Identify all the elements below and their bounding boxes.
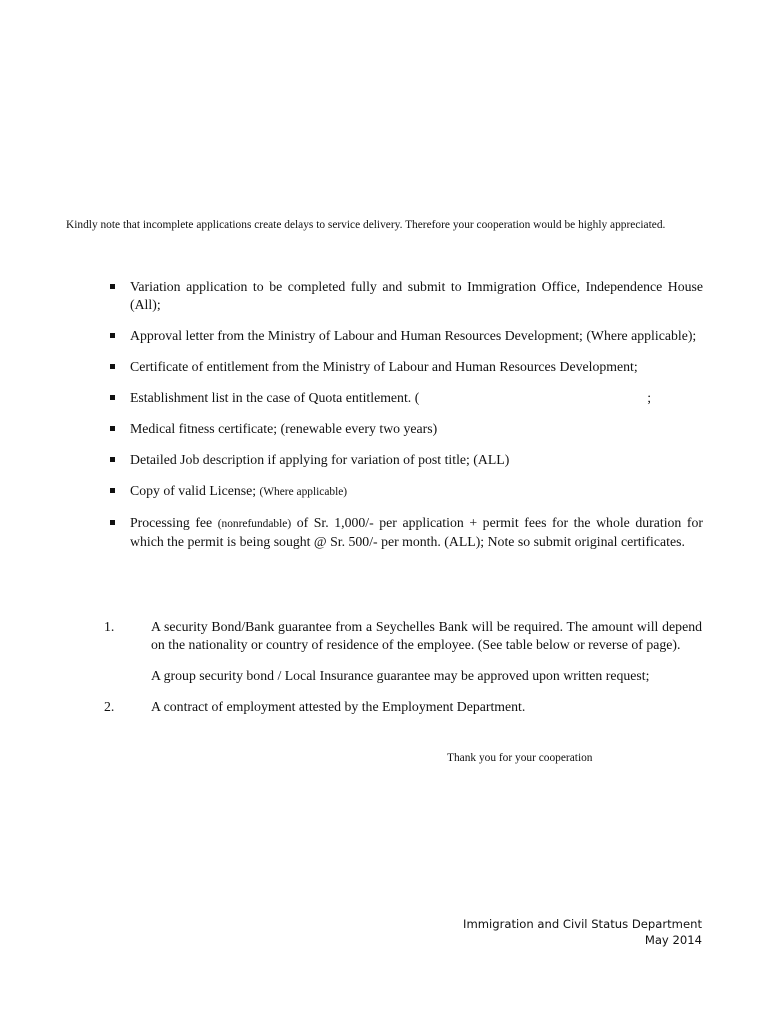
requirement-note: (Where applicable) [259,486,348,498]
requirement-text-end: ; [647,390,652,405]
intro-note: Kindly note that incomplete applications create delays to service delivery. Therefore your cooperation would be highly appreciated. [66,219,666,231]
numbered-list [0,618,768,729]
square-bullet-icon [110,395,115,400]
requirement-item [0,278,703,314]
requirement-item [0,389,703,407]
requirement-item [0,451,703,469]
requirement-item [0,420,703,438]
requirement-item [0,358,703,376]
square-bullet-icon [110,488,115,493]
item-number: 2. [104,699,115,714]
square-bullet-icon [110,457,115,462]
square-bullet-icon [110,520,115,525]
item-paragraph: A group security bond / Local Insurance guarantee may be approved upon written request; [151,668,650,683]
numbered-item [0,618,702,685]
item-paragraph: A contract of employment attested by the Employment Department. [151,699,526,714]
thank-you-note: Thank you for your cooperation [447,752,593,764]
requirement-text-cont: of Sr. 1,000/- per application + permit fees for the whole duration for which the permit is being sought @ Sr. 500/- per month. (ALL); Note so submit original certificates. [130,515,703,549]
requirement-text: Detailed Job description if applying for variation of post title; (ALL) [130,452,510,467]
square-bullet-icon [110,426,115,431]
requirement-item [0,327,703,345]
item-paragraph: A security Bond/Bank guarantee from a Seychelles Bank will be required. The amount will depend on the nationality or country of residence of the employee. (See table below or reverse of page). [151,619,702,652]
requirement-item [0,482,703,501]
requirement-text: Certificate of entitlement from the Ministry of Labour and Human Resources Development; [130,359,638,374]
document-date: May 2014 [644,933,702,947]
requirement-text: Medical fitness certificate; (renewable every two years) [130,421,438,436]
requirement-text: Variation application to be completed fully and submit to Immigration Office, Independence House (All); [130,279,703,312]
requirement-text: Processing fee [130,515,213,530]
requirement-text: Establishment list in the case of Quota entitlement. ( [130,390,420,405]
requirement-item [0,514,703,551]
numbered-item [0,698,702,716]
department-name: Immigration and Civil Status Department [463,917,702,931]
square-bullet-icon [110,284,115,289]
requirement-text: Copy of valid License; [130,483,257,498]
square-bullet-icon [110,364,115,369]
requirements-list [0,278,768,564]
square-bullet-icon [110,333,115,338]
footer [463,916,702,948]
requirement-text: Approval letter from the Ministry of Labour and Human Resources Development; (Where applicable); [130,328,697,343]
item-number: 1. [104,619,115,634]
requirement-note: (nonrefundable) [217,518,292,530]
